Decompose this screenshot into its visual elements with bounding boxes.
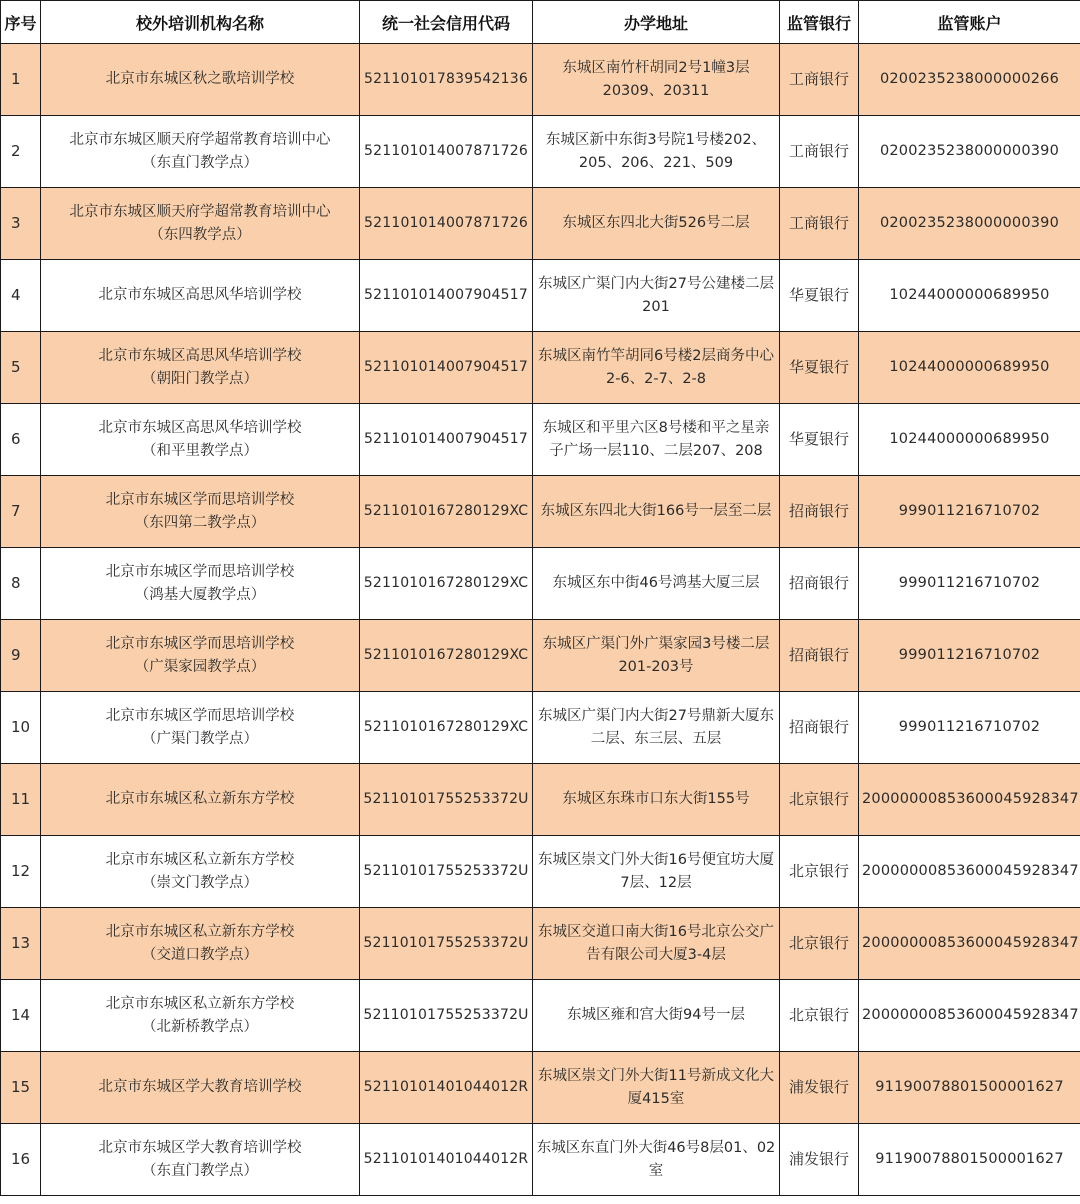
supervising-bank: 北京银行 — [780, 908, 859, 980]
credit-code: 521101014007904517 — [360, 404, 533, 476]
institution-name: 北京市东城区学大教育培训学校 — [98, 1079, 302, 1095]
table-row — [1, 188, 1080, 260]
school-address: 东城区广渠门内大街27号鼎新大厦东二层、东三层、五层 — [533, 692, 780, 764]
school-address: 东城区东直门外大街46号8层01、02室 — [533, 1124, 780, 1196]
credit-code: 52110101755253372U — [360, 836, 533, 908]
institution-name: 北京市东城区秋之歌培训学校 — [105, 71, 295, 87]
school-address: 东城区广渠门外广渠家园3号楼二层201-203号 — [533, 620, 780, 692]
supervised-account: 91190078801500001627 — [859, 1052, 1080, 1124]
institution-name-cell — [41, 476, 360, 548]
table-body — [1, 44, 1080, 1196]
table-row — [1, 332, 1080, 404]
supervising-bank: 华夏银行 — [780, 404, 859, 476]
supervised-account: 10244000000689950 — [859, 404, 1080, 476]
campus-name: （东直门教学点） — [142, 154, 258, 171]
supervised-account: 20000000853600045928347 — [859, 980, 1080, 1052]
supervising-bank: 招商银行 — [780, 548, 859, 620]
institution-name-cell — [41, 980, 360, 1052]
supervised-account: 999011216710702 — [859, 548, 1080, 620]
institution-name: 北京市东城区学而思培训学校 — [105, 491, 295, 508]
school-address: 东城区南竹竿胡同6号楼2层商务中心2-6、2-7、2-8 — [533, 332, 780, 404]
supervising-bank: 北京银行 — [780, 764, 859, 836]
supervised-account: 20000000853600045928347 — [859, 908, 1080, 980]
row-index: 2 — [1, 116, 41, 188]
credit-code: 52110101401044012R — [360, 1052, 533, 1124]
institution-name: 北京市东城区学而思培训学校 — [105, 563, 295, 580]
supervised-account: 20000000853600045928347 — [859, 836, 1080, 908]
credit-code: 52110101755253372U — [360, 908, 533, 980]
school-address: 东城区东四北大街526号二层 — [533, 188, 780, 260]
campus-name: （崇文门教学点） — [142, 874, 258, 891]
institution-name: 北京市东城区私立新东方学校 — [105, 995, 295, 1012]
institution-name-cell — [41, 188, 360, 260]
supervising-bank: 招商银行 — [780, 692, 859, 764]
campus-name: （北新桥教学点） — [142, 1018, 258, 1035]
institution-name-cell — [41, 692, 360, 764]
row-index: 10 — [1, 692, 41, 764]
supervising-bank: 北京银行 — [780, 836, 859, 908]
institution-name-cell — [41, 1052, 360, 1124]
credit-code: 52110101755253372U — [360, 764, 533, 836]
institution-name-cell — [41, 332, 360, 404]
school-address: 东城区雍和宫大街94号一层 — [533, 980, 780, 1052]
row-index: 7 — [1, 476, 41, 548]
supervising-bank: 北京银行 — [780, 980, 859, 1052]
campus-name: （东直门教学点） — [142, 1162, 258, 1179]
table-row — [1, 404, 1080, 476]
school-address: 东城区东珠市口东大街155号 — [533, 764, 780, 836]
credit-code: 52110101401044012R — [360, 1124, 533, 1196]
school-address: 东城区和平里六区8号楼和平之星亲子广场一层110、二层207、208 — [533, 404, 780, 476]
row-index: 13 — [1, 908, 41, 980]
campus-name: （交道口教学点） — [142, 946, 258, 963]
supervised-account: 0200235238000000390 — [859, 116, 1080, 188]
row-index: 15 — [1, 1052, 41, 1124]
credit-code: 5211010167280129XC — [360, 620, 533, 692]
school-address: 东城区新中东街3号院1号楼202、205、206、221、509 — [533, 116, 780, 188]
supervised-account: 10244000000689950 — [859, 260, 1080, 332]
institution-name: 北京市东城区学而思培训学校 — [105, 707, 295, 724]
supervised-account: 0200235238000000266 — [859, 44, 1080, 116]
institution-name: 北京市东城区私立新东方学校 — [105, 851, 295, 868]
supervising-bank: 工商银行 — [780, 116, 859, 188]
credit-code: 521101014007904517 — [360, 260, 533, 332]
row-index: 8 — [1, 548, 41, 620]
row-index: 14 — [1, 980, 41, 1052]
institution-name-cell — [41, 260, 360, 332]
supervised-account: 999011216710702 — [859, 476, 1080, 548]
institution-name: 北京市东城区学大教育培训学校 — [98, 1139, 302, 1156]
header-credit-code: 统一社会信用代码 — [360, 1, 533, 44]
row-index: 4 — [1, 260, 41, 332]
campus-name: （和平里教学点） — [142, 442, 258, 459]
row-index: 5 — [1, 332, 41, 404]
header-address: 办学地址 — [533, 1, 780, 44]
table-row — [1, 1052, 1080, 1124]
campus-name: （朝阳门教学点） — [142, 370, 258, 387]
campus-name: （鸿基大厦教学点） — [134, 586, 266, 603]
institution-name: 北京市东城区高思风华培训学校 — [98, 347, 302, 364]
credit-code: 521101014007871726 — [360, 116, 533, 188]
credit-code: 521101014007871726 — [360, 188, 533, 260]
supervising-bank: 工商银行 — [780, 188, 859, 260]
supervising-bank: 工商银行 — [780, 44, 859, 116]
supervising-bank: 浦发银行 — [780, 1052, 859, 1124]
table-row — [1, 764, 1080, 836]
table-row — [1, 1124, 1080, 1196]
row-index: 16 — [1, 1124, 41, 1196]
supervised-account: 999011216710702 — [859, 692, 1080, 764]
institution-name-cell — [41, 44, 360, 116]
supervised-account: 999011216710702 — [859, 620, 1080, 692]
credit-code: 5211010167280129XC — [360, 476, 533, 548]
credit-code: 521101017839542136 — [360, 44, 533, 116]
supervising-bank: 招商银行 — [780, 620, 859, 692]
credit-code: 5211010167280129XC — [360, 692, 533, 764]
table-row — [1, 548, 1080, 620]
row-index: 11 — [1, 764, 41, 836]
school-address: 东城区东四北大街166号一层至二层 — [533, 476, 780, 548]
credit-code: 5211010167280129XC — [360, 548, 533, 620]
supervised-account: 91190078801500001627 — [859, 1124, 1080, 1196]
institution-name-cell — [41, 620, 360, 692]
institution-name: 北京市东城区顺天府学超常教育培训中心 — [69, 203, 331, 220]
school-address: 东城区广渠门内大街27号公建楼二层201 — [533, 260, 780, 332]
row-index: 1 — [1, 44, 41, 116]
header-index: 序号 — [1, 1, 41, 44]
table-row — [1, 116, 1080, 188]
school-address: 东城区交道口南大街16号北京公交广告有限公司大厦3-4层 — [533, 908, 780, 980]
table-row — [1, 620, 1080, 692]
header-account: 监管账户 — [859, 1, 1080, 44]
campus-name: （广渠家园教学点） — [134, 658, 266, 675]
campus-name: （东四第二教学点） — [134, 514, 266, 531]
institution-name-cell — [41, 1124, 360, 1196]
credit-code: 521101014007904517 — [360, 332, 533, 404]
row-index: 12 — [1, 836, 41, 908]
supervised-account: 20000000853600045928347 — [859, 764, 1080, 836]
campus-name: （广渠门教学点） — [142, 730, 258, 747]
supervising-bank: 浦发银行 — [780, 1124, 859, 1196]
school-address: 东城区崇文门外大街16号便宜坊大厦7层、12层 — [533, 836, 780, 908]
school-address: 东城区东中街46号鸿基大厦三层 — [533, 548, 780, 620]
row-index: 9 — [1, 620, 41, 692]
supervised-account: 0200235238000000390 — [859, 188, 1080, 260]
institution-name-cell — [41, 404, 360, 476]
credit-code: 52110101755253372U — [360, 980, 533, 1052]
campus-name: （东四教学点） — [149, 226, 251, 243]
institution-name: 北京市东城区私立新东方学校 — [105, 923, 295, 940]
header-institution-name: 校外培训机构名称 — [41, 1, 360, 44]
institution-name-cell — [41, 764, 360, 836]
school-address: 东城区崇文门外大街11号新成文化大厦415室 — [533, 1052, 780, 1124]
table-row — [1, 44, 1080, 116]
institution-name: 北京市东城区高思风华培训学校 — [98, 287, 302, 303]
table-row — [1, 476, 1080, 548]
institution-name: 北京市东城区学而思培训学校 — [105, 635, 295, 652]
supervising-bank: 招商银行 — [780, 476, 859, 548]
institution-name: 北京市东城区私立新东方学校 — [105, 791, 295, 807]
table-row — [1, 908, 1080, 980]
supervising-bank: 华夏银行 — [780, 332, 859, 404]
institution-name-cell — [41, 908, 360, 980]
institution-name: 北京市东城区高思风华培训学校 — [98, 419, 302, 436]
table-row — [1, 836, 1080, 908]
table-row — [1, 980, 1080, 1052]
table-row — [1, 260, 1080, 332]
supervised-account: 10244000000689950 — [859, 332, 1080, 404]
institution-name-cell — [41, 116, 360, 188]
row-index: 3 — [1, 188, 41, 260]
row-index: 6 — [1, 404, 41, 476]
supervising-bank: 华夏银行 — [780, 260, 859, 332]
institution-name-cell — [41, 836, 360, 908]
institution-name-cell — [41, 548, 360, 620]
school-address: 东城区南竹杆胡同2号1幢3层20309、20311 — [533, 44, 780, 116]
header-bank: 监管银行 — [780, 1, 859, 44]
table-row — [1, 692, 1080, 764]
header-row — [1, 1, 1080, 44]
institution-name: 北京市东城区顺天府学超常教育培训中心 — [69, 131, 331, 148]
